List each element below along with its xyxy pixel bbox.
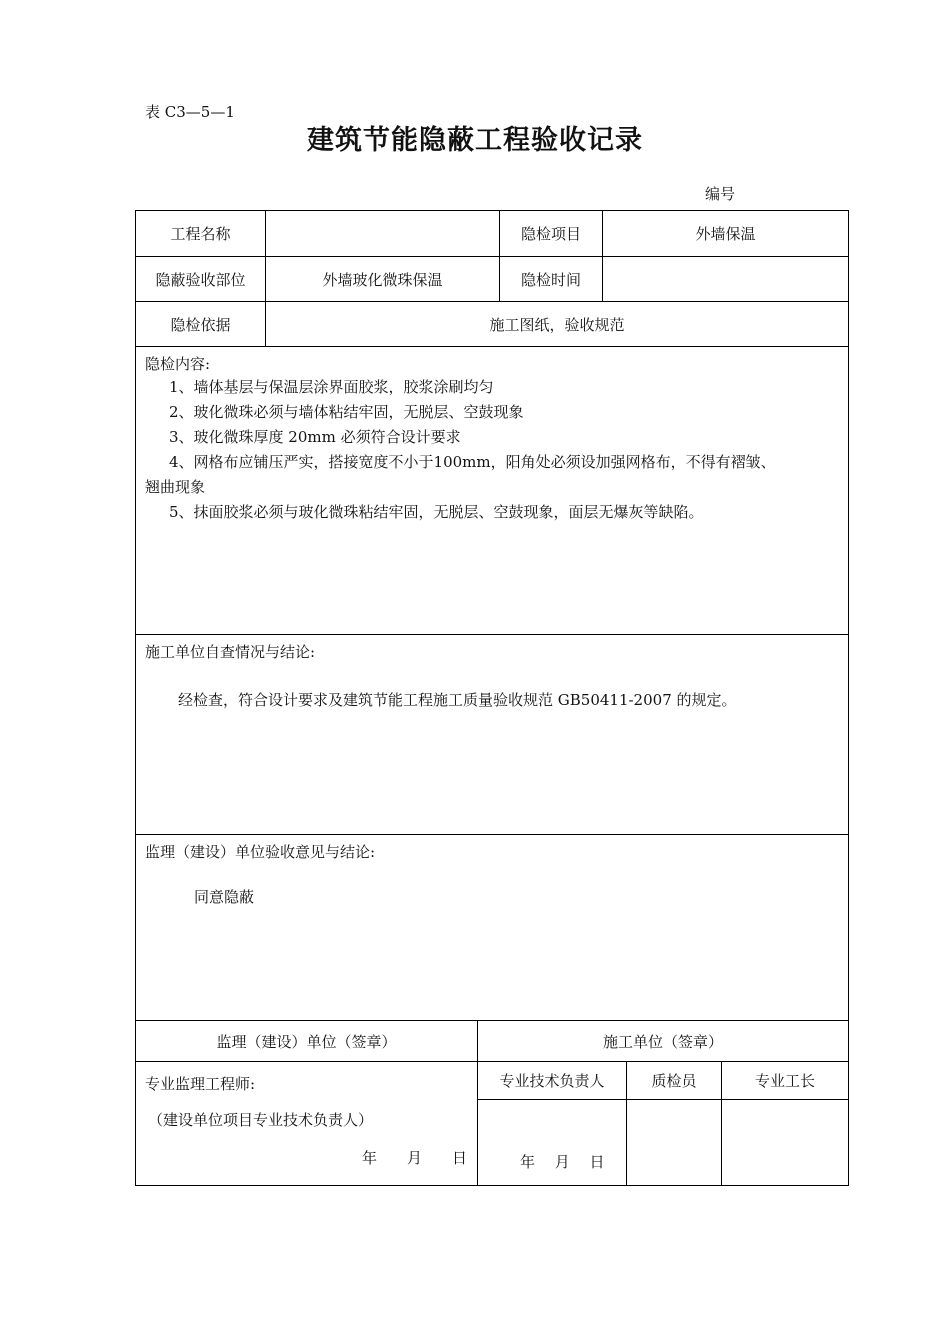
self-check-label: 施工单位自查情况与结论: — [145, 643, 316, 661]
content-item: 4、网格布应铺压严实，搭接宽度不小于100mm，阳角处必须设加强网格布，不得有褶皱、 — [169, 453, 776, 471]
inspection-content-label: 隐检内容: — [145, 355, 211, 373]
supervisor-unit-seal: 监理（建设）单位（签章） — [216, 1032, 397, 1051]
construction-unit-seal: 施工单位（签章） — [477, 1021, 848, 1061]
supervisor-signature-area — [136, 1062, 477, 1185]
self-check-section — [136, 635, 848, 835]
content-item: 1、墙体基层与保温层涂界面胶浆，胶浆涂刷均匀 — [169, 378, 494, 396]
supervision-opinion-label: 监理（建设）单位验收意见与结论: — [145, 843, 376, 861]
foreman-label: 专业工长 — [721, 1062, 848, 1099]
hidden-part-value: 外墙玻化微珠保温 — [265, 257, 499, 301]
signer-divider — [721, 1100, 722, 1185]
hidden-part-label: 隐蔽验收部位 — [155, 270, 246, 289]
project-name-value — [265, 211, 499, 256]
serial-number-label: 编号 — [705, 185, 736, 203]
supervision-engineer-label: 专业监理工程师: — [145, 1075, 256, 1093]
row-part — [136, 257, 848, 302]
supervision-opinion-text: 同意隐蔽 — [194, 888, 255, 906]
supervisor-sign-date: 年 月 日 — [362, 1149, 468, 1167]
inspection-basis-value: 施工图纸，验收规范 — [265, 302, 848, 346]
form-code: 表 C3—5—1 — [145, 103, 235, 121]
signature-header-row — [136, 1021, 848, 1062]
acceptance-form — [135, 210, 849, 1186]
inspection-basis-label: 隐检依据 — [170, 315, 231, 334]
self-check-text: 经检查，符合设计要求及建筑节能工程施工质量验收规范 GB50411-2007 的规定。 — [178, 691, 737, 709]
construction-sign-date: 年 月 日 — [520, 1153, 605, 1171]
inspection-time-label: 隐检时间 — [499, 257, 602, 301]
owner-tech-lead-label: （建设单位项目专业技术负责人） — [148, 1111, 374, 1129]
page-title: 建筑节能隐蔽工程验收记录 — [307, 125, 643, 156]
inspection-item-label: 隐检项目 — [499, 211, 602, 256]
project-name-label: 工程名称 — [170, 225, 231, 243]
row-basis — [136, 302, 848, 347]
content-item: 翘曲现象 — [145, 478, 206, 496]
inspection-item-value: 外墙保温 — [602, 211, 848, 256]
tech-lead-label: 专业技术负责人 — [499, 1072, 605, 1090]
supervision-opinion-section — [136, 835, 848, 1021]
signer-divider — [626, 1100, 627, 1185]
construction-signature-area — [477, 1062, 848, 1185]
inspection-content-section — [136, 347, 848, 635]
content-item: 2、玻化微珠必须与墙体粘结牢固，无脱层、空鼓现象 — [169, 403, 524, 421]
content-item: 5、抹面胶浆必须与玻化微珠粘结牢固，无脱层、空鼓现象，面层无爆灰等缺陷。 — [169, 503, 704, 521]
quality-inspector-label: 质检员 — [626, 1062, 721, 1099]
inspection-time-value — [602, 257, 848, 301]
signer-role-row — [478, 1062, 848, 1100]
row-project — [136, 211, 848, 257]
content-item: 3、玻化微珠厚度 20mm 必须符合设计要求 — [169, 428, 461, 446]
